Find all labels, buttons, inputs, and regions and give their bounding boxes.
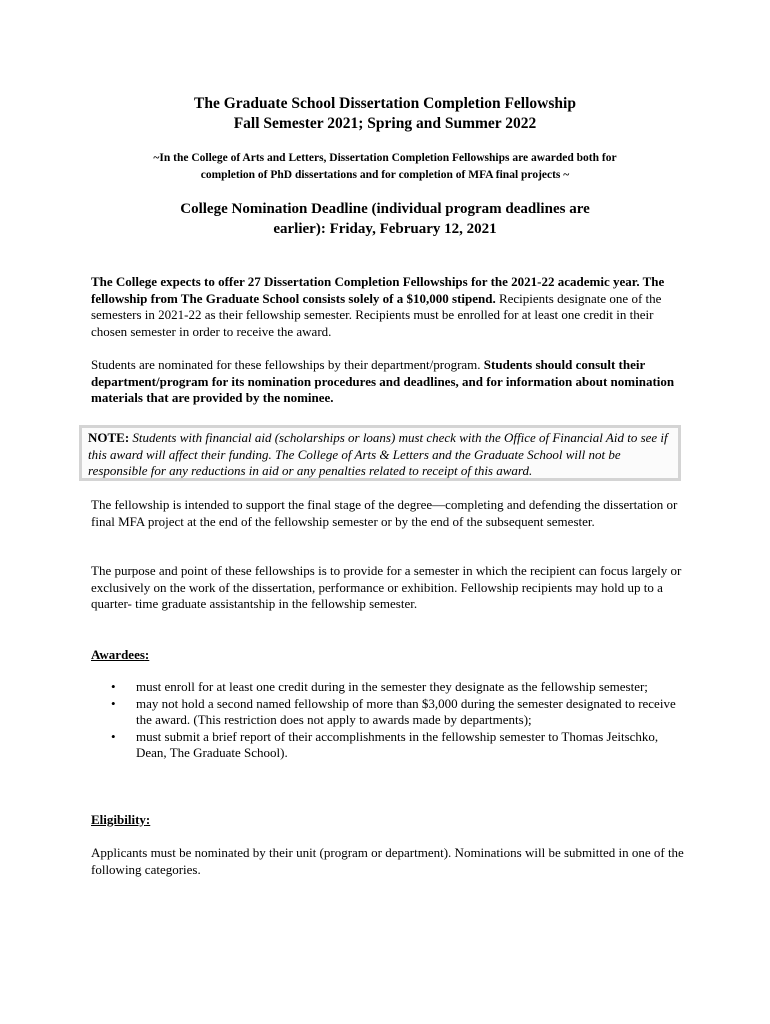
- deadline-line-1: College Nomination Deadline (individual program deadlines are: [180, 201, 590, 217]
- subtitle-line-2: completion of PhD dissertations and for completion of MFA final projects ~: [200, 169, 570, 181]
- deadline-line-2: earlier): Friday, February 12, 2021: [273, 221, 497, 237]
- list-item: [91, 729, 691, 762]
- intro-paragraph: [91, 274, 691, 340]
- list-item-text: may not hold a second named fellowship of more than $3,000 during the semester designated to receive the award. (This restriction does not apply to awards made by departments);: [136, 695, 676, 728]
- purpose-paragraph-2: The purpose and point of these fellowships is to provide for a semester in which the recipient can focus largely or exclusively on the work of the dissertation, performance or exhibition. Fellowship recipients may hold up to a quarter- time graduate assistantship in the fellowship semester.: [91, 563, 682, 612]
- intro-bold-text: The College expects to offer 27 Dissertation Completion Fellowships for the 2021-22 academic year. The fellowship from The Graduate School consists solely of a $10,000 stipend.: [91, 274, 665, 306]
- eligibility-heading: [91, 812, 150, 828]
- note-label: NOTE:: [88, 430, 130, 445]
- nomination-text: Students are nominated for these fellowships by their department/program.: [91, 357, 484, 372]
- subtitle-line-1: ~In the College of Arts and Letters, Dissertation Completion Fellowships are awarded both for: [153, 152, 617, 164]
- awardees-heading-text: Awardees: [91, 647, 145, 662]
- list-item: [91, 679, 691, 696]
- eligibility-heading-colon: :: [145, 812, 151, 827]
- nomination-paragraph: [91, 357, 691, 407]
- bullet-icon: •: [111, 679, 116, 694]
- nomination-bold-text: Students should consult their department/program for its nomination procedures and deadlines, and for information about nomination materials that are provided by the nominee.: [91, 357, 675, 406]
- document-title: [0, 94, 770, 134]
- note-text: Students with financial aid (scholarships or loans) must check with the Office of Financial Aid to see if this award will affect their funding. The College of Arts & Letters and the Graduate School will not be responsible for any reductions in aid or any penalties related to receipt of this award.: [88, 430, 668, 479]
- financial-aid-note: [79, 425, 681, 481]
- bullet-icon: •: [111, 695, 116, 711]
- list-item-text: must enroll for at least one credit during in the semester they designate as the fellowship semester;: [136, 679, 648, 694]
- list-item: [91, 696, 691, 729]
- title-line-2: Fall Semester 2021; Spring and Summer 2022: [233, 115, 537, 132]
- nomination-deadline: [0, 199, 770, 239]
- awardees-heading-colon: :: [144, 647, 150, 662]
- list-item-text: must submit a brief report of their accomplishments in the fellowship semester to Thomas Jeitschko, Dean, The Graduate School).: [136, 728, 659, 761]
- purpose-paragraph-1: The fellowship is intended to support the final stage of the degree—completing and defending the dissertation or final MFA project at the end of the fellowship semester or by the end of the subsequent semester.: [91, 497, 678, 529]
- title-line-1: The Graduate School Dissertation Completion Fellowship: [194, 95, 576, 112]
- awardees-list: [91, 679, 691, 762]
- intro-text: Recipients designate one of the semesters in 2021-22 as their fellowship semester. Recipients must be enrolled for at least one credit in their chosen semester in order to receive the award.: [91, 290, 662, 339]
- document-subtitle: [0, 150, 770, 184]
- bullet-icon: •: [111, 728, 116, 744]
- awardees-heading: [91, 647, 149, 663]
- eligibility-paragraph: Applicants must be nominated by their unit (program or department). Nominations will be submitted in one of the following categories.: [91, 845, 684, 877]
- eligibility-heading-text: Eligibility: [91, 812, 146, 827]
